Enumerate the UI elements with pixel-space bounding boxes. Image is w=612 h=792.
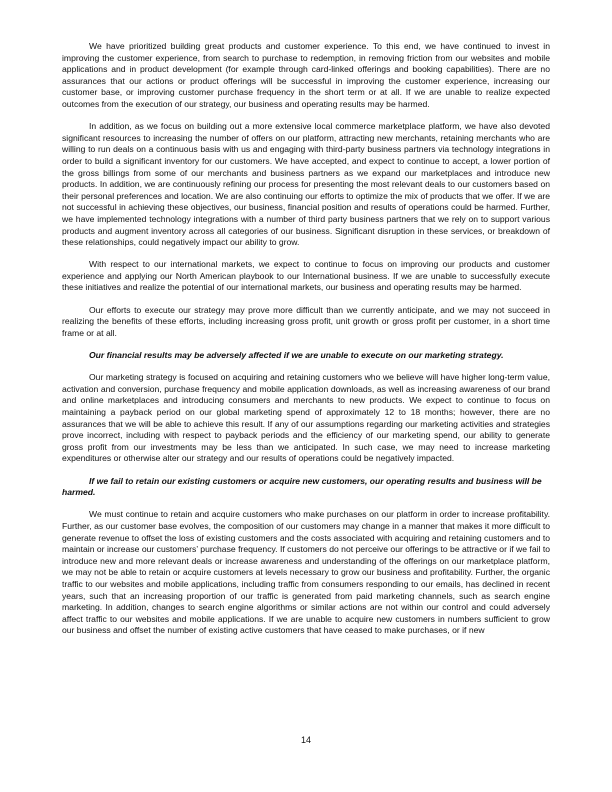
paragraph-strategy-difficulty: Our efforts to execute our strategy may prove more difficult than we currently anticipate, and we may not succeed in realizing the benefits of these efforts, including increasing gross profit, unit growth or gross profit per customer, in a short time frame or at all.: [62, 304, 550, 338]
paragraph-marketing-strategy: Our marketing strategy is focused on acquiring and retaining customers who we believe will have higher long-term value, activation and conversion, purchase frequency and mobile application downloads, as well as increasing awareness of our brand and online marketplaces and introducing consumers and merchants to new products. We expect to continue to focus on maintaining a payback period on our global marketing spend of approximately 12 to 18 months; however, there are no assurances that we will be able to achieve this result. If any of our assumptions regarding our marketing activities and strategies prove incorrect, including with respect to payback periods and the efficiency of our marketing spend, our ability to generate gross profit from our investments may be less than we anticipated. In such case, we may need to increase marketing expenditures or otherwise alter our strategy and our results of operations could be negatively impacted.: [62, 372, 550, 464]
paragraph-marketplace-platform: In addition, as we focus on building out a more extensive local commerce marketplace platform, we have also devoted significant resources to increasing the number of offers on our platform, attracting new merchants, retaining merchants who are willing to run deals on a continuous basis with us and engaging with third-party business partners via technology integrations in order to build a significant inventory for our customers. We have accepted, and expect to continue to accept, a lower portion of the gross billings from some of our merchants and business partners as we expand our marketplaces and introduce new products. In addition, we are continuously refining our process for presenting the most relevant deals to our customers based on their personal preferences and location. We are also continuing our efforts to optimize the mix of products that we offer. If we are not successful in achieving these objectives, our business, financial position and results of operations could be harmed. Further, we have implemented technology integrations with a number of third party business partners that we rely on to support various products and augment inventory across all categories of our business. Significant disruption in these services, or breakdown of these relationships, could negatively impact our ability to grow.: [62, 121, 550, 248]
page-number: 14: [300, 735, 311, 745]
heading-customer-retention-risk: If we fail to retain our existing customers or acquire new customers, our operating results and business will be harmed.: [62, 475, 542, 498]
paragraph-strategy-execution: We have prioritized building great products and customer experience. To this end, we have continued to invest in improving the customer experience, from search to purchase to redemption, in removing friction from our websites and mobile applications and in product development (for example through card-linked offerings and booking capabilities). There are no assurances that our actions or product offerings will be successful in improving the customer experience, increasing our customer base, or improving customer purchase frequency in the short term or at all. If we are unable to realize expected outcomes from the execution of our strategy, our business and operating results may be harmed.: [62, 41, 550, 109]
paragraph-customer-retention: We must continue to retain and acquire customers who make purchases on our platform in order to increase profitability. Further, as our customer base evolves, the composition of our customers may change in a manner that makes it more difficult to generate revenue to offset the loss of existing customers and the costs associated with acquiring and retaining customers and to maintain or increase our customers’ purchase frequency. If customers do not perceive our offerings to be attractive or if we fail to introduce new and more relevant deals or increase awareness and understanding of the offerings on our marketplace platform, we may not be able to retain or acquire customers at levels necessary to grow our business and profitability. Further, the organic traffic to our websites and mobile applications, including traffic from consumers responding to our emails, has declined in recent years, such that an increasing proportion of our traffic is generated from paid marketing channels, such as search engine marketing. In addition, changes to search engine algorithms or similar actions are not within our control and could adversely affect traffic to our websites and mobile applications. If we are unable to acquire new customers in numbers sufficient to grow our business and offset the number of existing active customers that have ceased to make purchases, or if new: [62, 509, 550, 636]
document-body: [62, 41, 550, 647]
heading-marketing-strategy-risk: Our financial results may be adversely affected if we are unable to execute on our marketing strategy.: [89, 350, 504, 361]
paragraph-international-markets: With respect to our international markets, we expect to continue to focus on improving our products and customer experience and applying our North American playbook to our International business. If we are unable to successfully execute these initiatives and realize the potential of our international markets, our business and operating results may be harmed.: [62, 259, 550, 293]
